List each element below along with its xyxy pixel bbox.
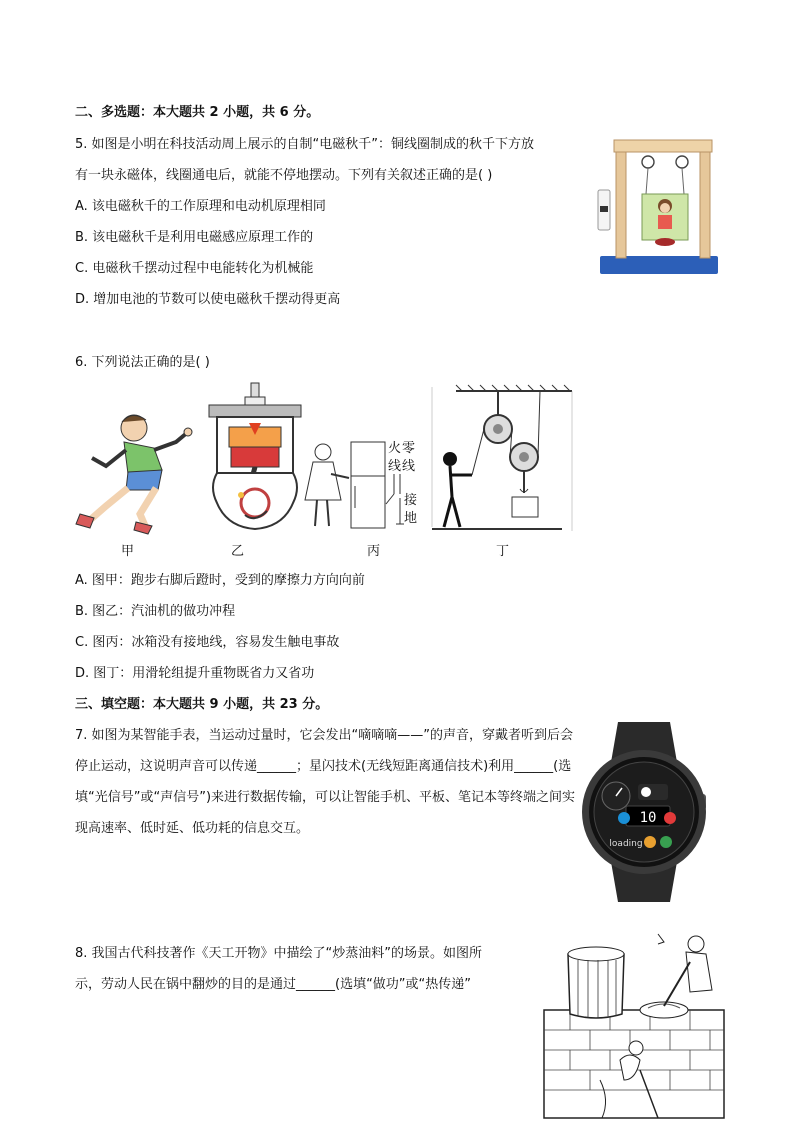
- smartwatch-image: [566, 722, 722, 902]
- figure-caption-ding: 丁: [496, 544, 510, 559]
- fridge-label-di: 地: [404, 511, 418, 526]
- question-6-option-a: A. 图甲：跑步右脚后蹬时，受到的摩擦力方向向前: [75, 573, 365, 588]
- engine-cylinder-figure: [205, 383, 305, 533]
- watch-loading-label: loading: [609, 839, 643, 849]
- figure-caption-jia: 甲: [121, 544, 135, 559]
- question-6-option-b: B. 图乙：汽油机的做功冲程: [75, 604, 236, 619]
- question-6-option-d: D. 图丁：用滑轮组提升重物既省力又省功: [75, 666, 315, 681]
- question-5-stem-line-2: 有一块永磁体，线圈通电后，就能不停地摆动。下列有关叙述正确的是( ): [75, 168, 493, 183]
- fridge-label-xian-1: 线: [388, 459, 402, 474]
- electromagnetic-swing-image: [596, 138, 722, 276]
- question-5-option-b: B. 该电磁秋千是利用电磁感应原理工作的: [75, 230, 314, 245]
- question-5-option-c: C. 电磁秋千摆动过程中电能转化为机械能: [75, 261, 314, 276]
- question-8-line-2: 示，劳动人民在锅中翻炒的目的是通过______(选填“做功”或“热传递”: [75, 977, 472, 992]
- question-6-option-c: C. 图丙：冰箱没有接地线，容易发生触电事故: [75, 635, 340, 650]
- section-heading-fill-in: 三、填空题：本大题共 9 小题，共 23 分。: [75, 697, 329, 712]
- fridge-wiring: [386, 474, 416, 528]
- fridge-label-ling: 零: [402, 441, 416, 456]
- question-6-stem: 6. 下列说法正确的是( ): [75, 355, 210, 370]
- figure-caption-bing: 丙: [367, 544, 381, 559]
- runner-figure: [76, 410, 196, 538]
- question-5-stem-line-1: 5. 如图是小明在科技活动周上展示的自制“电磁秋千”：铜线圈制成的秋千下方放: [75, 137, 535, 152]
- fridge-figure: [305, 438, 389, 533]
- watch-digits: 10: [639, 810, 657, 826]
- question-5-option-a: A. 该电磁秋千的工作原理和电动机原理相同: [75, 199, 326, 214]
- figure-caption-yi: 乙: [231, 544, 245, 559]
- section-heading-multiple-choice: 二、多选题：本大题共 2 小题，共 6 分。: [75, 105, 320, 120]
- pulley-system-figure: [432, 385, 574, 533]
- question-7-text: 7. 如图为某智能手表，当运动过量时，它会发出“嘀嘀嘀——”的声音，穿戴者听到后会停止运动，这说明声音可以传递______；星闪技术(无线短距离通信技术)利用______(选填“光信号”或“声信号”)来进行数据传输，可以让智能手机、平板、笔记本等终端之间实现高速率、低时延、低功耗的信息交互。: [75, 728, 576, 836]
- question-5-option-d: D. 增加电池的节数可以使电磁秋千摆动得更高: [75, 292, 341, 307]
- fridge-label-xian-2: 线: [402, 459, 416, 474]
- fridge-label-jie: 接: [404, 493, 418, 508]
- tiangong-kaiwu-illustration: [540, 930, 730, 1120]
- fridge-label-huo: 火: [388, 441, 402, 456]
- question-8-line-1: 8. 我国古代科技著作《天工开物》中描绘了“炒蒸油料”的场景。如图所: [75, 946, 483, 961]
